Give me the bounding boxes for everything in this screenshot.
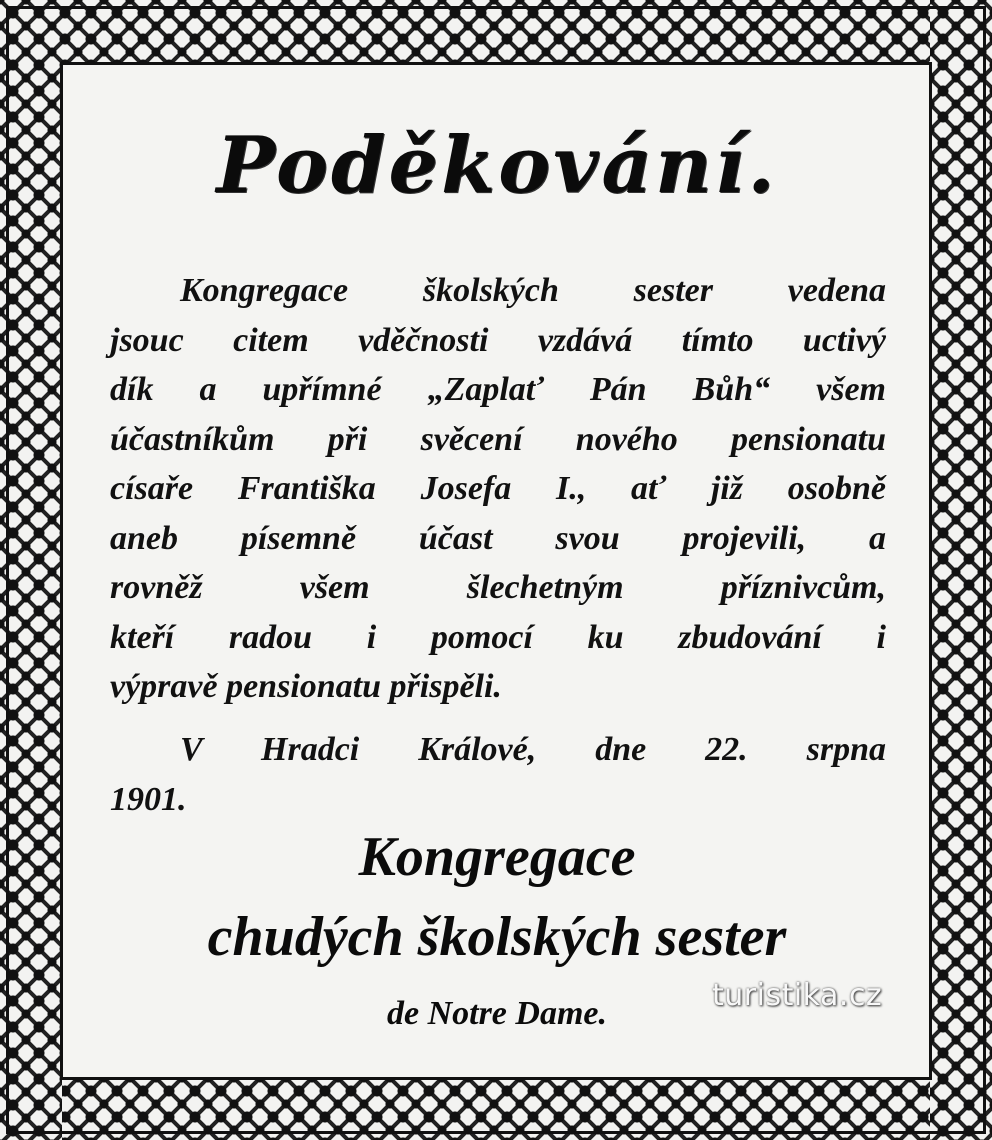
body-line: Kongregace školských sester vedena <box>180 272 886 309</box>
watermark-logo: turistika.cz <box>712 978 883 1013</box>
date-line-1: V Hradci Králové, dne 22. srpna <box>180 731 886 768</box>
notice-title: Poděkování. <box>216 120 778 211</box>
body-line: kteří radou i pomocí ku zbudování i <box>110 618 886 656</box>
body-line: rovněž všem šlechetným příznivcům, <box>110 569 886 606</box>
notice-content <box>92 70 902 1070</box>
body-line: výpravě pensionatu přispěli. <box>110 668 502 705</box>
body-line: aneb písemně účast svou projevili, a <box>110 519 886 557</box>
notice-date <box>110 725 886 825</box>
notice-body <box>110 266 886 712</box>
body-line: jsouc citem vděčnosti vzdává tímto uctivý <box>110 321 886 359</box>
signature-line-3: de Notre Dame. <box>386 995 607 1032</box>
signature-line-2: chudých školských sester <box>207 906 787 968</box>
body-line: účastníkům při svěcení nového pensionatu <box>110 420 886 458</box>
body-line: císaře Františka Josefa I., ať již osobně <box>110 470 886 507</box>
signature-line-1: Kongregace <box>358 826 636 888</box>
body-line: dík a upřímné „Zaplať Pán Bůh“ všem <box>110 371 886 408</box>
date-line-2: 1901. <box>110 781 187 818</box>
